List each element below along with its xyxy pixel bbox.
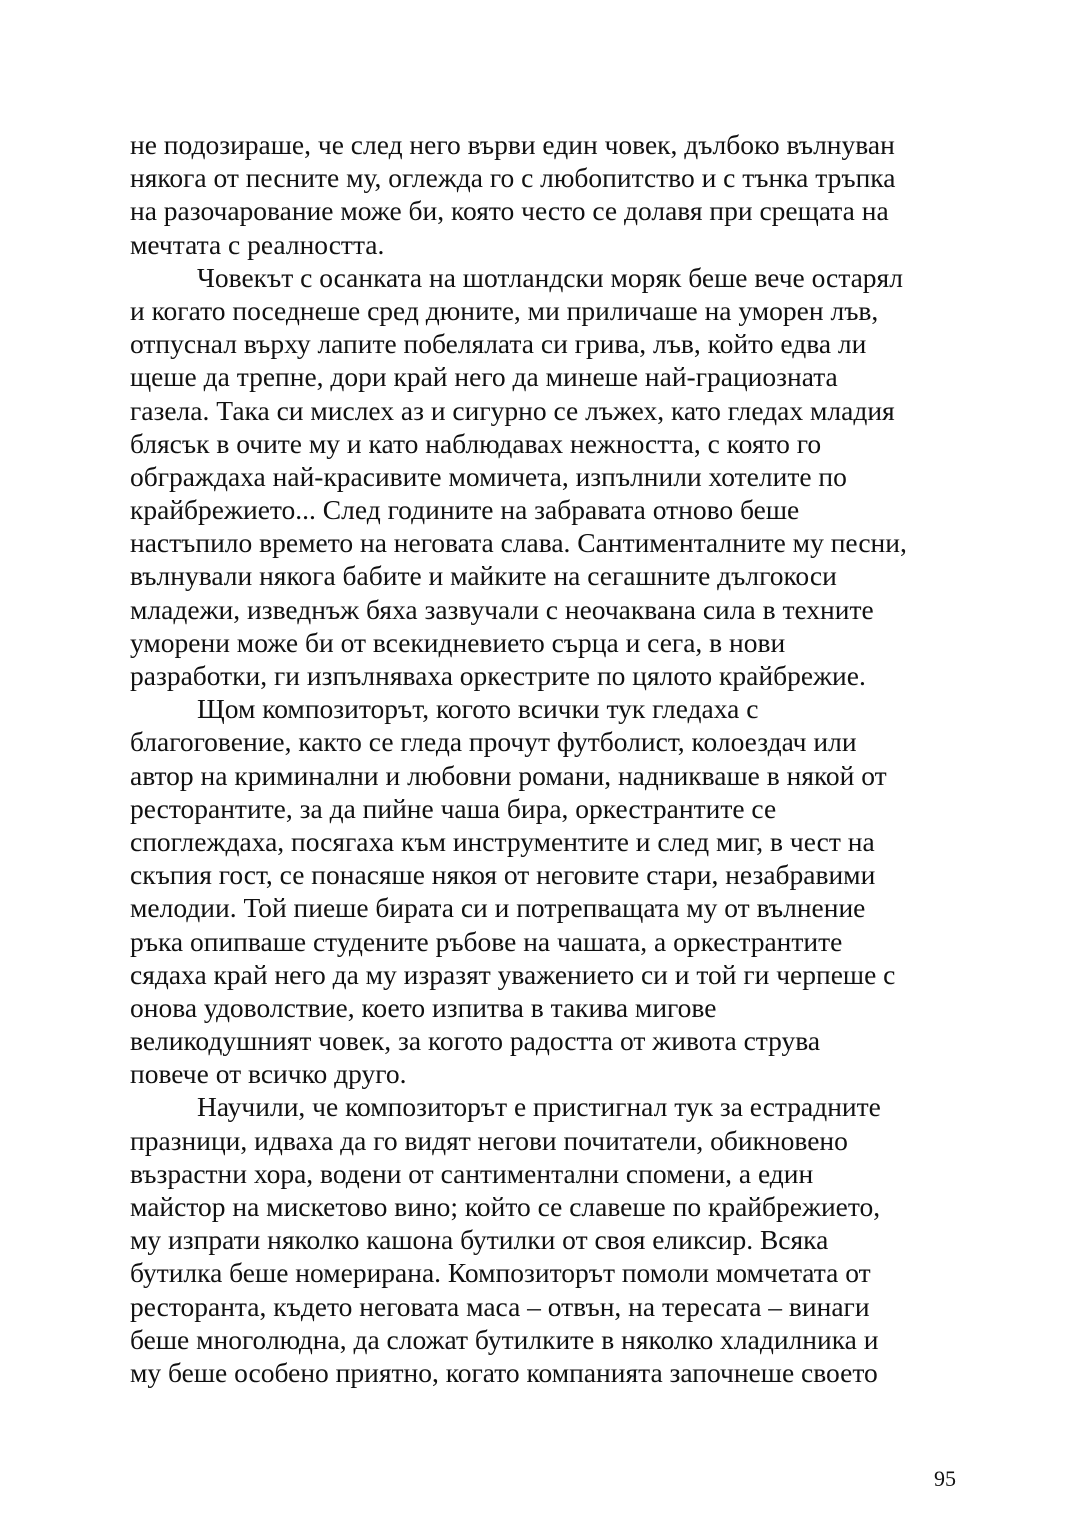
text-line: автор на криминални и любовни романи, надникваше в някой от (130, 759, 887, 791)
page-number: 95 (934, 1466, 956, 1491)
text-line: майстор на мискетово вино; който се славеше по крайбрежието, (130, 1191, 881, 1222)
text-line: разработки, ги изпълняваха оркестрите по цялото крайбрежие. (130, 660, 866, 691)
text-line: не подозираше, че след него върви един човек, дълбоко вълнуван (130, 129, 895, 160)
text-line: газела. Така си мислех аз и сигурно се лъжех, като гледах младия (130, 394, 895, 426)
paragraph-first-line: Научили, че композиторът е пристигнал тук за естрадните (197, 1091, 881, 1123)
text-line: блясък в очите му и като наблюдавах нежността, с която го (130, 427, 822, 459)
text-line: великодушният човек, за когото радостта от живота струва (130, 1025, 821, 1057)
text-line: крайбрежието... След годините на забравата отново беше (130, 494, 800, 526)
text-line: някога от песните му, оглежда го с любопитство и с тънка тръпка (130, 162, 896, 194)
text-line: възрастни хора, водени от сантиментални спомени, а един (130, 1157, 814, 1189)
text-line: мелодии. Той пиеше бирата си и потрепващата му от вълнение (130, 892, 866, 924)
text-line: щеше да трепне, дори край него да минеше най-грациозната (130, 361, 838, 393)
text-line: беше многолюдна, да сложат бутилките в няколко хладилника и (130, 1323, 879, 1355)
text-line: младежи, изведнъж бяха зазвучали с неочаквана сила в техните (130, 593, 874, 625)
text-line: мечтата с реалността. (130, 228, 385, 260)
paragraph-first-line: Щом композиторът, когото всички тук гледаха с (197, 693, 759, 725)
body-text (130, 128, 960, 1389)
text-line: уморени може би от всекидневието сърца и сега, в нови (130, 626, 786, 658)
paragraph-first-line: Човекът с осанката на шотландски моряк беше вече остарял (197, 261, 903, 293)
text-line: отпуснал върху лапите побелялата си грива, лъв, който едва ли (130, 328, 867, 360)
text-line: сядаха край него да му изразят уважението си и той ги черпеше с (130, 958, 896, 990)
text-line: ръка опипваше студените ръбове на чашата, а оркестрантите (130, 925, 843, 957)
text-line: споглеждаха, посягаха към инструментите и след миг, в чест на (130, 825, 875, 857)
text-line: му изпрати няколко кашона бутилки от своя еликсир. Всяка (130, 1224, 829, 1256)
text-line: повече от всичко друго. (130, 1058, 407, 1090)
text-line: скъпия гост, се понасяше някоя от неговите стари, незабравими (130, 859, 876, 891)
text-line: празници, идваха да го видят негови почитатели, обикновено (130, 1124, 848, 1156)
text-line: ресторанта, където неговата маса – отвън, на тересата – винаги (130, 1290, 870, 1322)
text-line: на разочарование може би, която често се долавя при срещата на (130, 195, 889, 227)
text-line: бутилка беше номерирана. Композиторът помоли момчетата от (130, 1257, 871, 1289)
text-line: и когато поседнеше сред дюните, ми приличаше на уморен лъв, (130, 294, 879, 326)
text-line: обграждаха най-красивите момичета, изпълнили хотелите по (130, 460, 847, 492)
text-line: благоговение, както се гледа прочут футболист, колоездач или (130, 726, 857, 758)
text-line: настъпило времето на неговата слава. Сантименталните му песни, (130, 527, 907, 559)
text-line: вълнували някога бабите и майките на сегашните дългокоси (130, 560, 837, 592)
text-line: му беше особено приятно, когато компанията започнеше своето (130, 1356, 878, 1388)
text-line: онова удоволствие, което изпитва в такива мигове (130, 991, 717, 1023)
text-line: ресторантите, за да пийне чаша бира, оркестрантите се (130, 792, 777, 824)
